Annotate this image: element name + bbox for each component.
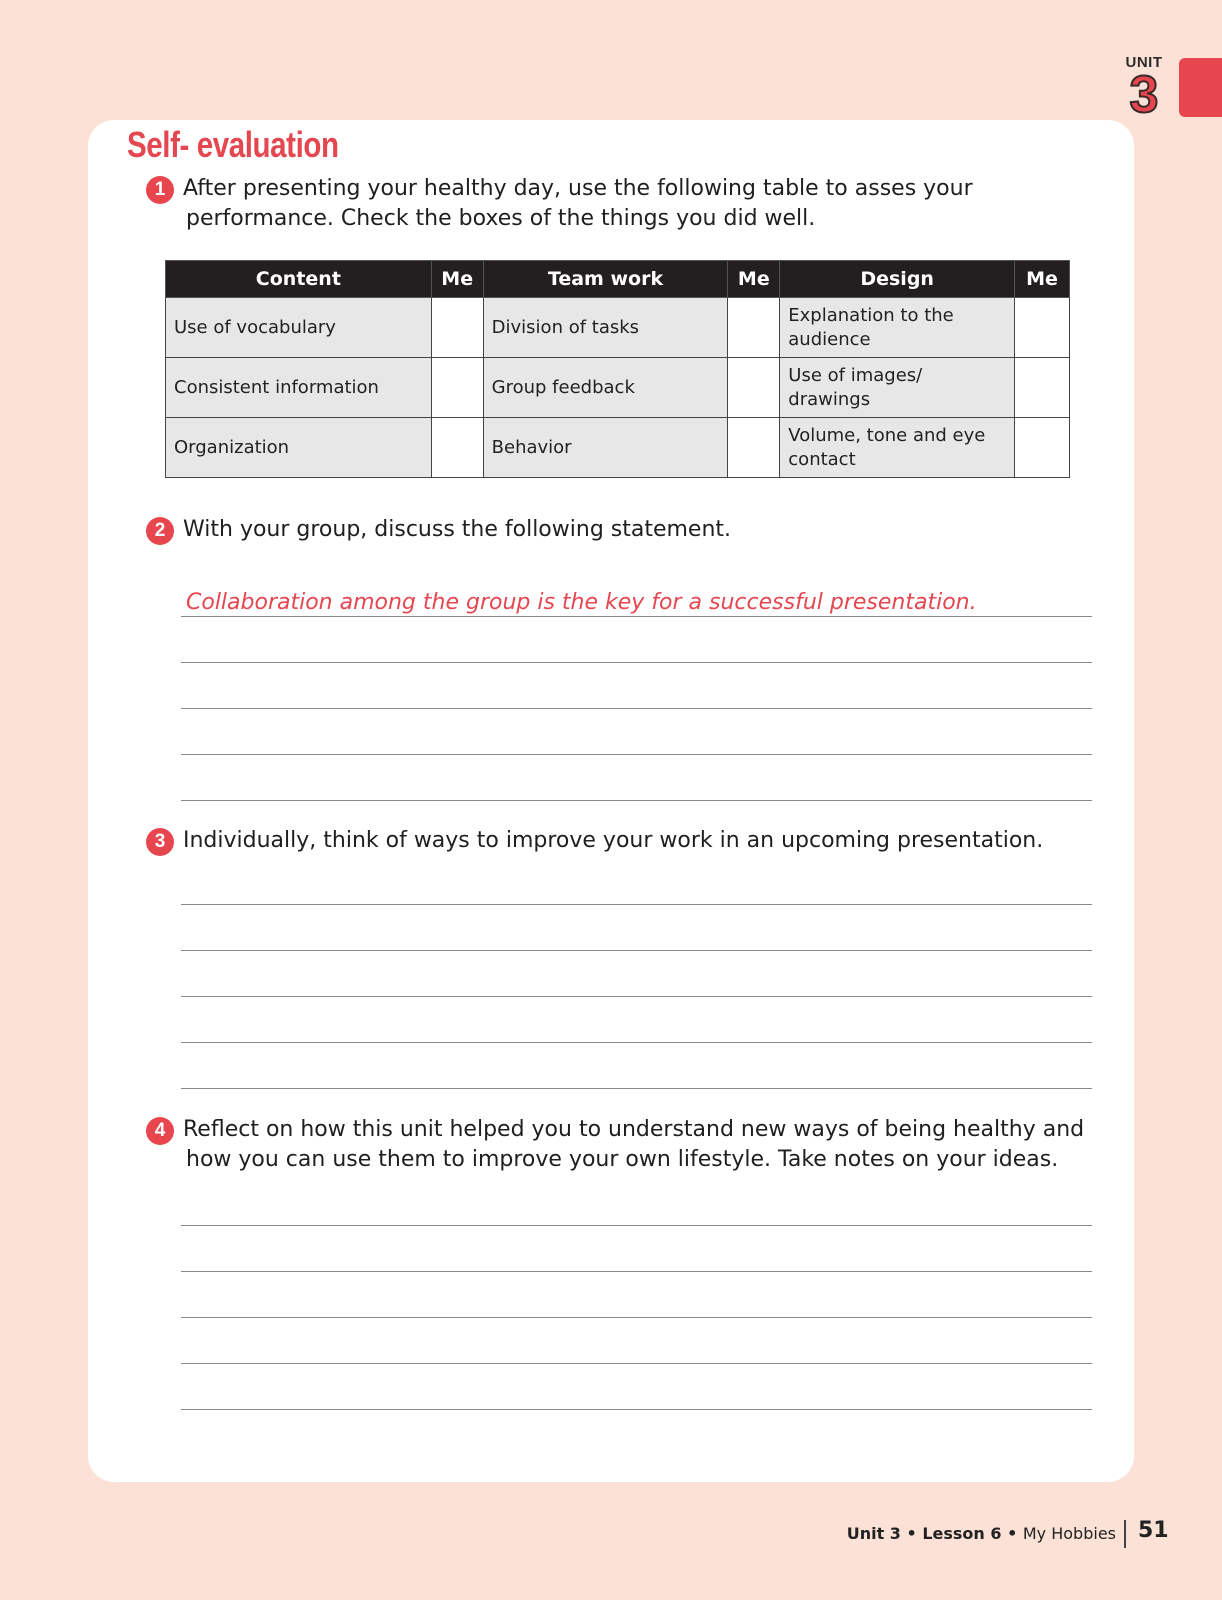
checkbox[interactable]	[431, 298, 483, 358]
page-number: 51	[1138, 1518, 1169, 1543]
checkbox[interactable]	[728, 298, 780, 358]
teamwork-item: Group feedback	[483, 358, 728, 418]
checkbox[interactable]	[1015, 418, 1070, 478]
checkbox[interactable]	[728, 358, 780, 418]
writing-line[interactable]	[181, 1363, 1092, 1364]
header-me: Me	[1015, 261, 1070, 298]
header-content: Content	[166, 261, 432, 298]
writing-line[interactable]	[181, 996, 1092, 997]
teamwork-item: Behavior	[483, 418, 728, 478]
question-text-line: After presenting your healthy day, use the following table to asses your	[183, 176, 973, 201]
teamwork-item: Division of tasks	[483, 298, 728, 358]
question-number: 4	[146, 1117, 174, 1145]
checkbox[interactable]	[431, 358, 483, 418]
lesson-info: Unit 3 • Lesson 6 • My Hobbies	[846, 1524, 1116, 1543]
question-text-line: performance. Check the boxes of the things you did well.	[186, 206, 816, 231]
design-item: Explanation to the audience	[780, 298, 1015, 358]
unit-badge	[1118, 54, 1170, 124]
writing-line[interactable]	[181, 662, 1092, 663]
design-item: Use of images/ drawings	[780, 358, 1015, 418]
question-text: With your group, discuss the following statement.	[183, 517, 732, 542]
unit-number: 3	[1129, 66, 1159, 124]
writing-line[interactable]	[181, 616, 1092, 617]
footer-lesson: Lesson 6	[922, 1524, 1002, 1543]
question-number: 2	[146, 517, 174, 545]
page-title: Self- evaluation	[127, 124, 339, 165]
question-text	[183, 1115, 1084, 1175]
question-text: Individually, think of ways to improve your work in an upcoming presentation.	[183, 828, 1044, 853]
checkbox[interactable]	[1015, 358, 1070, 418]
writing-line[interactable]	[181, 1088, 1092, 1089]
header-me: Me	[728, 261, 780, 298]
table-row	[166, 298, 1070, 358]
content-item: Use of vocabulary	[166, 298, 432, 358]
question-number: 1	[146, 176, 174, 204]
footer-topic: My Hobbies	[1022, 1524, 1116, 1543]
writing-line[interactable]	[181, 950, 1092, 951]
checkbox[interactable]	[1015, 298, 1070, 358]
content-item: Consistent information	[166, 358, 432, 418]
content-item: Organization	[166, 418, 432, 478]
checkbox[interactable]	[728, 418, 780, 478]
question-number: 3	[146, 828, 174, 856]
writing-line[interactable]	[181, 1042, 1092, 1043]
design-item: Volume, tone and eye contact	[780, 418, 1015, 478]
header-team-work: Team work	[483, 261, 728, 298]
checkbox[interactable]	[431, 418, 483, 478]
example-answer: Collaboration among the group is the key for a successful presentation.	[186, 590, 977, 615]
writing-line[interactable]	[181, 1317, 1092, 1318]
unit-tab	[1179, 58, 1222, 117]
question-text-line: how you can use them to improve your own lifestyle. Take notes on your ideas.	[186, 1147, 1059, 1172]
footer-divider	[1124, 1520, 1126, 1548]
unit-label: UNIT	[1125, 54, 1163, 71]
header-me: Me	[431, 261, 483, 298]
evaluation-table	[165, 260, 1070, 478]
writing-line[interactable]	[181, 800, 1092, 801]
footer-unit: Unit 3	[846, 1524, 901, 1543]
writing-line[interactable]	[181, 1409, 1092, 1410]
question-text	[183, 174, 973, 234]
writing-line[interactable]	[181, 754, 1092, 755]
table-row	[166, 418, 1070, 478]
writing-line[interactable]	[181, 708, 1092, 709]
table-header-row	[166, 261, 1070, 298]
writing-line[interactable]	[181, 1225, 1092, 1226]
header-design: Design	[780, 261, 1015, 298]
writing-line[interactable]	[181, 904, 1092, 905]
question-text-line: Reflect on how this unit helped you to understand new ways of being healthy and	[183, 1117, 1085, 1142]
table-row	[166, 358, 1070, 418]
writing-line[interactable]	[181, 1271, 1092, 1272]
